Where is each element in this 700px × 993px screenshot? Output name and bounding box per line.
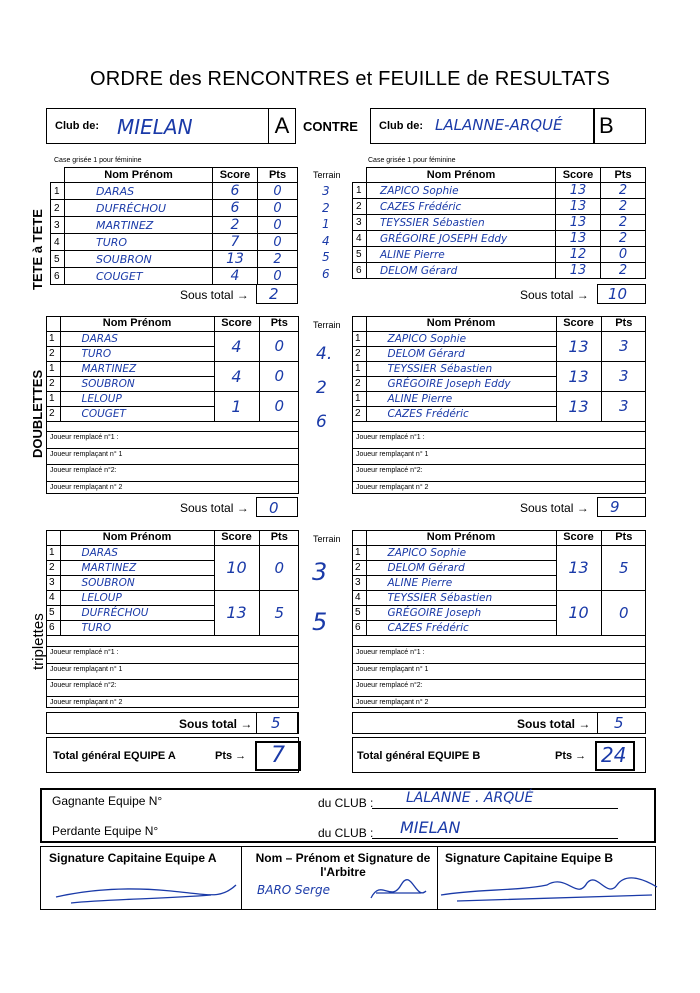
table-row <box>51 268 298 285</box>
player-name: DELOM Gérard <box>366 560 556 575</box>
score-cell: 10 <box>214 545 259 590</box>
du-club-label-1: du CLUB : <box>318 796 374 810</box>
player-name: LELOUP <box>60 590 214 605</box>
remplacant-row <box>46 448 299 464</box>
sous-total-label-b1: Sous total → <box>520 288 589 302</box>
row-number: 3 <box>353 215 367 231</box>
sig-cap-a-label: Signature Capitaine Equipe A <box>49 851 217 865</box>
col-name: Nom Prénom <box>60 316 214 331</box>
perdante-line <box>372 838 618 839</box>
terrain-value: 2 <box>322 200 330 215</box>
score-cell: 13 <box>556 231 601 247</box>
signatures-box <box>40 846 656 910</box>
col-name: Nom Prénom <box>366 530 556 545</box>
arbitre-name: BARO Serge <box>257 883 330 897</box>
remplacant-label: Joueur remplacé n°1 : <box>356 649 425 656</box>
pts-cell: 3 <box>601 331 646 361</box>
remplacant-row <box>46 431 299 447</box>
pts-cell: 0 <box>258 200 298 217</box>
team-b-letter: B <box>594 108 646 144</box>
score-cell: 13 <box>556 199 601 215</box>
score-cell: 10 <box>556 590 601 635</box>
score-cell: 13 <box>213 251 258 268</box>
col-score: Score <box>556 168 601 183</box>
col-pts: Pts <box>601 530 646 545</box>
col-terrain: Terrain <box>313 534 341 544</box>
club-b-value: LALANNE-ARQUÉ <box>435 116 563 134</box>
perdante-club: MIELAN <box>400 818 461 837</box>
row-number: 2 <box>46 560 60 575</box>
player-name: DUFRÉCHOU <box>65 200 213 217</box>
pts-cell: 0 <box>258 183 298 200</box>
pts-cell: 3 <box>601 361 646 391</box>
table-row <box>352 590 646 605</box>
player-name: LELOUP <box>60 391 214 406</box>
table-row <box>51 234 298 251</box>
pts-cell: 2 <box>601 263 646 279</box>
triplettes-table-b <box>352 530 646 636</box>
score-cell: 4 <box>214 331 259 361</box>
pts-cell: 2 <box>601 199 646 215</box>
row-number: 3 <box>51 217 65 234</box>
player-name: DARAS <box>65 183 213 200</box>
sous-total-label-a3: Sous total → <box>179 717 253 731</box>
remplacant-row <box>46 696 299 712</box>
col-terrain: Terrain <box>313 170 341 180</box>
pts-cell: 5 <box>601 545 646 590</box>
pts-cell: 2 <box>601 215 646 231</box>
score-cell: 1 <box>214 391 259 421</box>
score-cell: 4 <box>214 361 259 391</box>
row-number: 2 <box>353 199 367 215</box>
score-cell: 13 <box>556 215 601 231</box>
club-a-value: MIELAN <box>117 115 193 139</box>
table-row <box>352 331 646 346</box>
row-number: 6 <box>51 268 65 285</box>
remplacant-label: Joueur remplacé n°2: <box>356 467 423 474</box>
du-club-label-2: du CLUB : <box>318 826 374 840</box>
player-name: ALINE Pierre <box>367 247 556 263</box>
table-row <box>51 183 298 200</box>
remplacant-row <box>46 679 299 695</box>
col-name: Nom Prénom <box>366 316 556 331</box>
contre-label: CONTRE <box>303 119 358 134</box>
table-row <box>51 217 298 234</box>
row-number: 1 <box>46 331 60 346</box>
row-number: 2 <box>352 406 366 421</box>
pts-cell: 0 <box>258 234 298 251</box>
score-cell: 13 <box>556 391 601 421</box>
signature-a-scribble <box>51 869 241 909</box>
total-a-label: Total général EQUIPE A <box>53 750 176 762</box>
col-score: Score <box>213 168 258 183</box>
col-pts: Pts <box>601 316 646 331</box>
pts-cell: 5 <box>259 590 299 635</box>
table-row <box>51 251 298 268</box>
score-cell: 4 <box>213 268 258 285</box>
triplettes-table-a <box>46 530 299 636</box>
total-b-value-box <box>595 741 635 771</box>
score-cell: 13 <box>214 590 259 635</box>
row-number: 2 <box>352 346 366 361</box>
remplacant-row <box>46 481 299 497</box>
remplacant-row <box>46 646 299 662</box>
pts-cell: 2 <box>601 183 646 199</box>
player-name: TURO <box>65 234 213 251</box>
player-name: DELOM Gérard <box>366 346 556 361</box>
player-name: TEYSSIER Sébastien <box>367 215 556 231</box>
remplacant-row <box>352 464 646 480</box>
player-name: CAZES Frédéric <box>367 199 556 215</box>
tete-table-a <box>50 167 298 285</box>
female-note-a: Case grisée 1 pour féminine <box>54 157 142 164</box>
tete-table-b <box>352 167 646 279</box>
row-number: 1 <box>352 361 366 376</box>
score-cell: 6 <box>213 183 258 200</box>
table-row <box>46 331 299 346</box>
table-row <box>353 231 646 247</box>
player-name: COUGET <box>65 268 213 285</box>
col-name: Nom Prénom <box>65 168 213 183</box>
row-number: 1 <box>353 183 367 199</box>
sous-total-b1: 10 <box>597 284 646 304</box>
pts-cell: 0 <box>259 545 299 590</box>
table-row <box>353 215 646 231</box>
player-name: ZAPICO Sophie <box>366 545 556 560</box>
club-a-box <box>46 108 296 144</box>
row-number: 1 <box>46 391 60 406</box>
sig-divider-1 <box>241 847 242 909</box>
player-name: MARTINEZ <box>60 560 214 575</box>
sous-total-label-b2: Sous total → <box>520 501 589 515</box>
pts-cell: 2 <box>258 251 298 268</box>
terrain-value: 4. <box>316 344 333 364</box>
remplacant-label: Joueur remplaçant n° 1 <box>356 665 429 673</box>
remplacant-label: Joueur remplacé n°2: <box>50 682 117 689</box>
row-number: 4 <box>353 231 367 247</box>
score-cell: 13 <box>556 263 601 279</box>
player-name: GRÉGOIRE Joseph Eddy <box>366 376 556 391</box>
terrain-value: 2 <box>316 378 327 398</box>
remplacant-label: Joueur remplacé n°1 : <box>50 434 119 441</box>
total-b-label: Total général EQUIPE B <box>357 750 481 762</box>
table-row <box>353 263 646 279</box>
player-name: ALINE Pierre <box>366 391 556 406</box>
terrain-value: 6 <box>322 266 330 281</box>
col-score: Score <box>214 530 259 545</box>
female-note-b: Case grisée 1 pour féminine <box>368 157 456 164</box>
row-number: 2 <box>352 560 366 575</box>
table-row <box>46 590 299 605</box>
remplacant-label: Joueur remplacé n°1 : <box>356 434 425 441</box>
player-name: TURO <box>60 620 214 635</box>
row-number: 4 <box>352 590 366 605</box>
remplacant-row <box>352 696 646 712</box>
col-name: Nom Prénom <box>60 530 214 545</box>
row-number: 3 <box>46 575 60 590</box>
pts-cell: 0 <box>601 247 646 263</box>
signature-arbitre-scribble <box>361 873 431 907</box>
player-name: DUFRÉCHOU <box>60 605 214 620</box>
table-row <box>353 199 646 215</box>
pts-cell: 0 <box>258 217 298 234</box>
col-score: Score <box>556 316 601 331</box>
sous-total-a1: 2 <box>256 284 298 304</box>
player-name: CAZES Frédéric <box>366 620 556 635</box>
pts-cell: 0 <box>259 331 299 361</box>
gagnante-label: Gagnante Equipe N° <box>52 794 163 808</box>
sous-total-a2: 0 <box>256 497 298 517</box>
remplacant-row <box>352 663 646 679</box>
row-number: 6 <box>352 620 366 635</box>
row-number: 1 <box>352 331 366 346</box>
col-pts: Pts <box>259 316 299 331</box>
remplacant-label: Joueur remplaçant n° 1 <box>50 665 123 673</box>
total-b-pts-label: Pts → <box>555 750 587 762</box>
player-name: DARAS <box>60 545 214 560</box>
col-terrain: Terrain <box>313 320 341 330</box>
perdante-label: Perdante Equipe N° <box>52 824 159 838</box>
table-row <box>46 391 299 406</box>
sig-cap-b-label: Signature Capitaine Equipe B <box>445 851 614 865</box>
gagnante-line <box>372 808 618 809</box>
pts-cell: 0 <box>601 590 646 635</box>
remplacant-label: Joueur remplacé n°2: <box>50 467 117 474</box>
sous-total-b2: 9 <box>597 497 646 517</box>
player-name: GRÉGOIRE Joseph <box>366 605 556 620</box>
row-number: 6 <box>46 620 60 635</box>
remplacant-label: Joueur remplaçant n° 1 <box>50 450 123 458</box>
terrain-value: 5 <box>322 250 330 264</box>
sous-total-label-a2: Sous total → <box>180 501 249 515</box>
remplacant-row <box>352 646 646 662</box>
player-name: TEYSSIER Sébastien <box>366 361 556 376</box>
table-row <box>352 545 646 560</box>
row-number: 4 <box>46 590 60 605</box>
col-pts: Pts <box>601 168 646 183</box>
remplacant-row <box>46 464 299 480</box>
table-row <box>46 545 299 560</box>
row-number: 1 <box>352 545 366 560</box>
remplacant-label: Joueur remplaçant n° 2 <box>50 698 123 706</box>
player-name: SOUBRON <box>60 575 214 590</box>
score-cell: 7 <box>213 234 258 251</box>
section-tete: TETE à TETE <box>30 209 45 290</box>
player-name: SOUBRON <box>65 251 213 268</box>
player-name: ZAPICO Sophie <box>366 331 556 346</box>
sous-total-label-a1: Sous total → <box>180 288 249 302</box>
player-name: TURO <box>60 346 214 361</box>
remplacant-row <box>352 481 646 497</box>
row-number: 1 <box>352 391 366 406</box>
total-a-value-box <box>255 741 301 771</box>
team-a-letter: A <box>268 108 296 144</box>
sous-total-a3: 5 <box>256 712 298 734</box>
row-number: 1 <box>46 545 60 560</box>
club-b-box <box>370 108 594 144</box>
club-b-label: Club de: <box>379 120 423 132</box>
player-name: MARTINEZ <box>65 217 213 234</box>
row-number: 1 <box>51 183 65 200</box>
score-cell: 13 <box>556 331 601 361</box>
signature-b-scribble <box>437 865 659 909</box>
page-title: ORDRE des RENCONTRES et FEUILLE de RESULTATS <box>89 68 611 90</box>
score-cell: 6 <box>213 200 258 217</box>
table-row <box>46 361 299 376</box>
sous-total-label-b3: Sous total → <box>517 717 591 731</box>
score-cell: 13 <box>556 361 601 391</box>
row-number: 3 <box>352 575 366 590</box>
table-row <box>353 247 646 263</box>
sig-arbitre-label: Nom – Prénom et Signature de l'Arbitre <box>255 851 431 879</box>
player-name: GRÉGOIRE JOSEPH Eddy <box>367 231 556 247</box>
table-row <box>353 183 646 199</box>
remplacant-label: Joueur remplaçant n° 2 <box>356 483 429 491</box>
table-row <box>352 391 646 406</box>
remplacant-label: Joueur remplaçant n° 2 <box>356 698 429 706</box>
terrain-value: 5 <box>312 608 328 636</box>
pts-cell: 0 <box>258 268 298 285</box>
terrain-value: 4 <box>322 233 330 248</box>
score-cell: 13 <box>556 183 601 199</box>
total-a-pts-label: Pts → <box>215 750 247 762</box>
row-number: 2 <box>46 406 60 421</box>
col-pts: Pts <box>258 168 298 183</box>
player-name: TEYSSIER Sébastien <box>366 590 556 605</box>
col-score: Score <box>214 316 259 331</box>
remplacant-row <box>352 448 646 464</box>
row-number: 5 <box>353 247 367 263</box>
player-name: DELOM Gérard <box>367 263 556 279</box>
player-name: CAZES Frédéric <box>366 406 556 421</box>
player-name: ZAPICO Sophie <box>367 183 556 199</box>
remplacant-row <box>352 431 646 447</box>
col-pts: Pts <box>259 530 299 545</box>
player-name: DARAS <box>60 331 214 346</box>
section-triplettes: triplettes <box>30 613 47 670</box>
section-doublettes: DOUBLETTES <box>30 369 45 458</box>
score-cell: 2 <box>213 217 258 234</box>
col-name: Nom Prénom <box>367 168 556 183</box>
remplacant-row <box>46 663 299 679</box>
club-a-label: Club de: <box>55 120 99 132</box>
pts-cell: 0 <box>259 361 299 391</box>
row-number: 5 <box>352 605 366 620</box>
pts-cell: 0 <box>259 391 299 421</box>
player-name: MARTINEZ <box>60 361 214 376</box>
row-number: 6 <box>353 263 367 279</box>
row-number: 2 <box>352 376 366 391</box>
terrain-value: 3 <box>312 558 328 586</box>
terrain-value: 1 <box>322 217 330 231</box>
gagnante-club: LALANNE . ARQUÉ <box>406 790 534 806</box>
pts-cell: 2 <box>601 231 646 247</box>
remplacant-label: Joueur remplaçant n° 1 <box>356 450 429 458</box>
player-name: COUGET <box>60 406 214 421</box>
player-name: ALINE Pierre <box>366 575 556 590</box>
row-number: 4 <box>51 234 65 251</box>
col-score: Score <box>556 530 601 545</box>
terrain-value: 3 <box>322 184 330 198</box>
row-number: 5 <box>51 251 65 268</box>
total-b-value: 24 <box>601 743 627 767</box>
row-number: 1 <box>46 361 60 376</box>
row-number: 2 <box>46 346 60 361</box>
remplacant-label: Joueur remplacé n°1 : <box>50 649 119 656</box>
row-number: 2 <box>46 376 60 391</box>
row-number: 5 <box>46 605 60 620</box>
player-name: SOUBRON <box>60 376 214 391</box>
terrain-value: 6 <box>316 412 327 432</box>
table-row <box>51 200 298 217</box>
sous-total-b3: 5 <box>597 712 646 734</box>
pts-cell: 3 <box>601 391 646 421</box>
score-cell: 12 <box>556 247 601 263</box>
remplacant-row <box>352 679 646 695</box>
doublettes-table-a <box>46 316 299 422</box>
row-number: 2 <box>51 200 65 217</box>
result-box <box>40 788 656 843</box>
doublettes-table-b <box>352 316 646 422</box>
score-cell: 13 <box>556 545 601 590</box>
remplacant-label: Joueur remplacé n°2: <box>356 682 423 689</box>
total-a-value: 7 <box>271 743 285 768</box>
table-row <box>352 361 646 376</box>
remplacant-label: Joueur remplaçant n° 2 <box>50 483 123 491</box>
